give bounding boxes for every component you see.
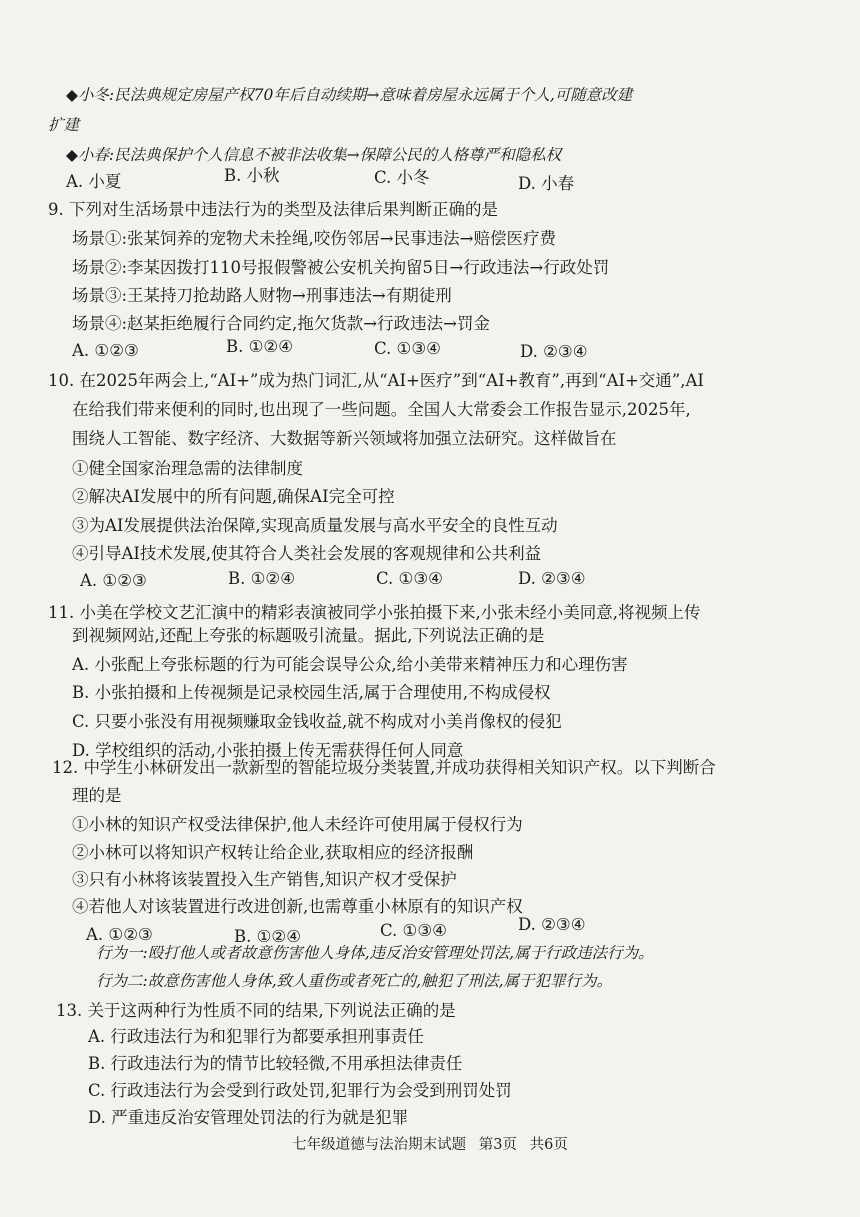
q10-stem-3: 围绕人工智能、数字经济、大数据等新兴领域将加强立法研究。这样做旨在 bbox=[72, 429, 617, 448]
q12-option-c: C. ①③④ bbox=[380, 921, 447, 940]
q9-scene-1: 场景①:张某饲养的宠物犬未拴绳,咬伤邻居→民事违法→赔偿医疗费 bbox=[72, 229, 556, 248]
q12-stem-2: 理的是 bbox=[72, 786, 122, 805]
q13-stem: 13. 关于这两种行为性质不同的结果,下列说法正确的是 bbox=[56, 1001, 456, 1020]
footer-exam-title: 七年级道德与法治期末试题 bbox=[292, 1137, 467, 1153]
material-behavior-1: 行为一:殴打他人或者故意伤害他人身体,违反治安管理处罚法,属于行政违法行为。 bbox=[96, 944, 654, 962]
q12-option-d: D. ②③④ bbox=[518, 915, 586, 934]
q9-stem: 9. 下列对生活场景中违法行为的类型及法律后果判断正确的是 bbox=[48, 200, 498, 219]
q9-scene-2: 场景②:李某因拨打110号报假警被公安机关拘留5日→行政违法→行政处罚 bbox=[72, 258, 610, 277]
material-behavior-2: 行为二:故意伤害他人身体,致人重伤或者死亡的,触犯了刑法,属于犯罪行为。 bbox=[96, 972, 613, 990]
option-a: A. 小夏 bbox=[66, 172, 122, 191]
q13-option-b: B. 行政违法行为的情节比较轻微,不用承担法律责任 bbox=[88, 1054, 463, 1073]
footer-page-total: 共6页 bbox=[529, 1137, 568, 1153]
option-d: D. 小春 bbox=[518, 174, 575, 193]
q12-item-1: ①小林的知识产权受法律保护,他人未经许可使用属于侵权行为 bbox=[72, 815, 523, 834]
q10-option-b: B. ①②④ bbox=[228, 569, 295, 588]
q10-option-c: C. ①③④ bbox=[376, 569, 443, 588]
q9-scene-4: 场景④:赵某拒绝履行合同约定,拖欠货款→行政违法→罚金 bbox=[72, 314, 490, 333]
q10-option-a: A. ①②③ bbox=[80, 571, 147, 590]
q10-option-d: D. ②③④ bbox=[518, 569, 586, 588]
q11-stem-2: 到视频网站,还配上夸张的标题吸引流量。据此,下列说法正确的是 bbox=[72, 626, 545, 645]
footer-page-number: 第3页 bbox=[478, 1137, 517, 1153]
q10-item-3: ③为AI发展提供法治保障,实现高质量发展与高水平安全的良性互动 bbox=[72, 516, 558, 535]
q10-item-4: ④引导AI技术发展,使其符合人类社会发展的客观规律和公共利益 bbox=[72, 544, 542, 563]
q11-option-c: C. 只要小张没有用视频赚取金钱收益,就不构成对小美肖像权的侵犯 bbox=[72, 712, 562, 731]
q11-stem-1: 11. 小美在学校文艺汇演中的精彩表演被同学小张拍摄下来,小张未经小美同意,将视频上传 bbox=[48, 603, 701, 622]
xiaochun-line: ◆小春:民法典保护个人信息不被非法收集→保障公民的人格尊严和隐私权 bbox=[66, 146, 562, 164]
page-footer bbox=[0, 1133, 860, 1154]
q9-option-b: B. ①②④ bbox=[226, 337, 293, 356]
q12-option-a: A. ①②③ bbox=[86, 925, 153, 944]
q11-option-a: A. 小张配上夸张标题的行为可能会误导公众,给小美带来精神压力和心理伤害 bbox=[72, 655, 628, 674]
q9-option-c: C. ①③④ bbox=[374, 339, 441, 358]
q10-stem-1: 10. 在2025年两会上,“AI+”成为热门词汇,从“AI+医疗”到“AI+教育”,再到“AI+交通”,AI bbox=[48, 371, 704, 390]
q12-item-4: ④若他人对该装置进行改进创新,也需尊重小林原有的知识产权 bbox=[72, 897, 523, 916]
q12-option-b: B. ①②④ bbox=[234, 927, 301, 946]
q11-option-b: B. 小张拍摄和上传视频是记录校园生活,属于合理使用,不构成侵权 bbox=[72, 683, 551, 702]
q12-item-3: ③只有小林将该装置投入生产销售,知识产权才受保护 bbox=[72, 870, 457, 889]
q13-option-a: A. 行政违法行为和犯罪行为都要承担刑事责任 bbox=[88, 1027, 424, 1046]
option-b: B. 小秋 bbox=[224, 166, 280, 185]
q13-option-d: D. 严重违反治安管理处罚法的行为就是犯罪 bbox=[88, 1108, 409, 1127]
xiaodong-line-2: 扩建 bbox=[48, 116, 80, 134]
option-c: C. 小冬 bbox=[374, 168, 430, 187]
q10-item-2: ②解决AI发展中的所有问题,确保AI完全可控 bbox=[72, 487, 395, 506]
q9-option-a: A. ①②③ bbox=[72, 341, 139, 360]
q12-stem-1: 12. 中学生小林研发出一款新型的智能垃圾分类装置,并成功获得相关知识产权。以下判断合 bbox=[52, 758, 716, 777]
q10-stem-2: 在给我们带来便利的同时,也出现了一些问题。全国人大常委会工作报告显示,2025年, bbox=[72, 400, 691, 419]
xiaodong-line-1: ◆小冬:民法典规定房屋产权70年后自动续期→意味着房屋永远属于个人,可随意改建 bbox=[66, 86, 633, 104]
q9-scene-3: 场景③:王某持刀抢劫路人财物→刑事违法→有期徒刑 bbox=[72, 286, 452, 305]
q12-item-2: ②小林可以将知识产权转让给企业,获取相应的经济报酬 bbox=[72, 843, 474, 862]
q13-option-c: C. 行政违法行为会受到行政处罚,犯罪行为会受到刑罚处罚 bbox=[88, 1081, 512, 1100]
q11-option-d: D. 学校组织的活动,小张拍摄上传无需获得任何人同意 bbox=[72, 741, 464, 760]
q9-option-d: D. ②③④ bbox=[520, 342, 588, 361]
q10-item-1: ①健全国家治理急需的法律制度 bbox=[72, 459, 303, 478]
